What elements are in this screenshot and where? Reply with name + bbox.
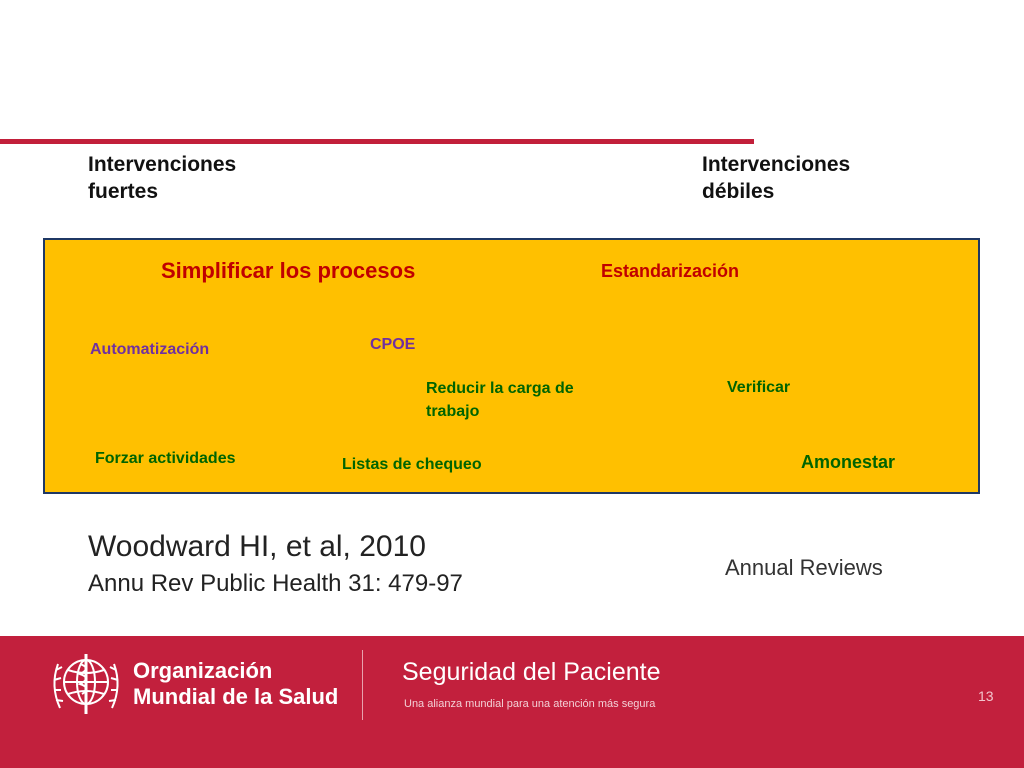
label-simplify-processes: Simplificar los procesos bbox=[161, 258, 416, 283]
label-cpoe: CPOE bbox=[370, 336, 416, 353]
label-admonish: Amonestar bbox=[801, 452, 896, 472]
reference-source: Annual Reviews bbox=[725, 555, 883, 580]
interventions-panel bbox=[43, 238, 980, 494]
heading-strong-interventions bbox=[88, 151, 236, 205]
heading-weak-interventions bbox=[702, 151, 850, 205]
heading-weak-line1: Intervenciones bbox=[702, 153, 851, 176]
label-reduce-workload-line2: trabajo bbox=[426, 403, 480, 420]
reference-citation: Woodward HI, et al, 2010 bbox=[88, 530, 426, 563]
org-name bbox=[133, 658, 338, 710]
heading-strong-line1: Intervenciones bbox=[88, 153, 237, 176]
top-red-rule bbox=[0, 139, 754, 144]
heading-weak-line2: débiles bbox=[702, 180, 775, 203]
label-reduce-workload bbox=[426, 377, 574, 423]
label-automation: Automatización bbox=[90, 341, 210, 358]
heading-strong-line2: fuertes bbox=[88, 180, 159, 203]
label-forcing-functions: Forzar actividades bbox=[95, 450, 236, 467]
page-number: 13 bbox=[978, 688, 994, 704]
label-reduce-workload-line1: Reducir la carga de bbox=[426, 380, 574, 397]
label-checklists: Listas de chequeo bbox=[342, 456, 482, 473]
label-verify: Verificar bbox=[727, 379, 791, 396]
who-emblem-icon bbox=[46, 650, 126, 718]
footer-divider bbox=[362, 650, 363, 720]
org-name-line1: Organización bbox=[133, 658, 273, 683]
reference-journal: Annu Rev Public Health 31: 479-97 bbox=[88, 570, 463, 597]
footer-subtitle: Una alianza mundial para una atención más segura bbox=[404, 698, 656, 710]
footer-banner bbox=[0, 636, 1024, 768]
label-standardization: Estandarización bbox=[601, 261, 740, 281]
footer-title: Seguridad del Paciente bbox=[402, 658, 661, 686]
org-name-line2: Mundial de la Salud bbox=[133, 684, 339, 709]
